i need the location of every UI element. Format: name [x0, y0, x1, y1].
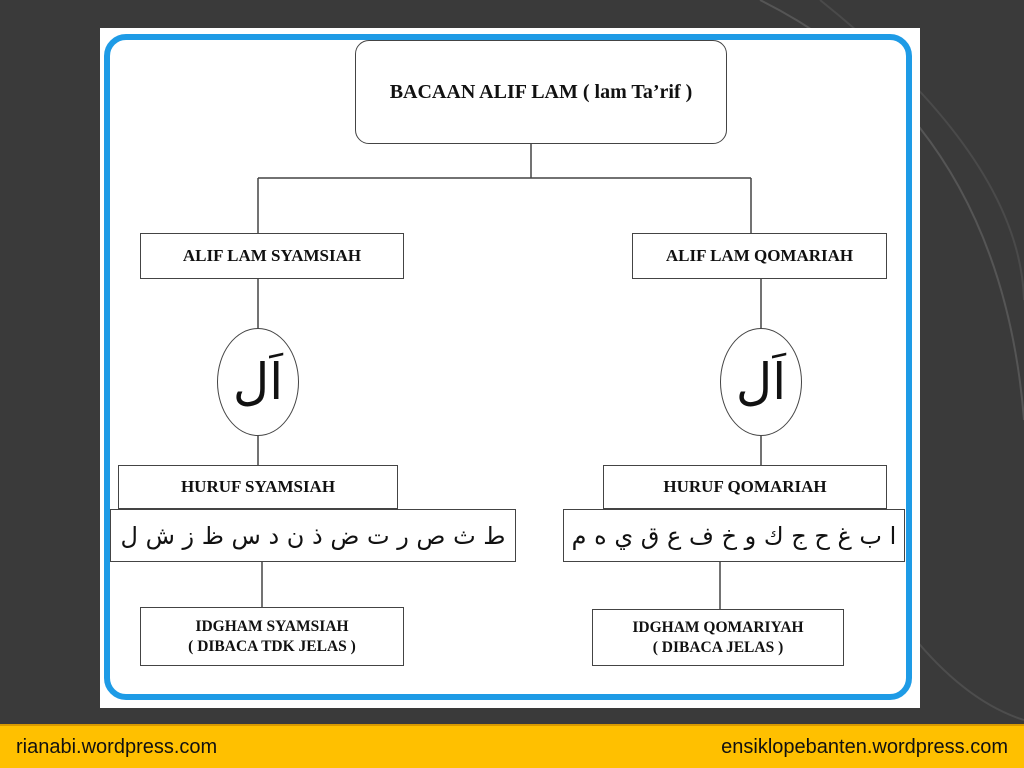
category-qomariah-label: ALIF LAM QOMARIAH: [665, 246, 854, 265]
idgham-syamsiah-line2: ( DIBACA TDK JELAS ): [188, 637, 356, 655]
idgham-qomariyah-box: [592, 609, 844, 666]
idgham-qomariyah-line2: ( DIBACA JELAS ): [652, 638, 784, 656]
category-syamsiah-label: ALIF LAM SYAMSIAH: [182, 246, 362, 265]
alif-lam-symbol-right-text: اَل: [735, 353, 787, 411]
footer-left-link[interactable]: rianabi.wordpress.com: [16, 735, 218, 758]
huruf-qomariah-letters-box: [563, 509, 905, 562]
huruf-syamsiah-letters: ط ث ص ر ت ض ذ ن د س ظ ز ش ل: [120, 521, 506, 550]
root-label: BACAAN ALIF LAM ( lam Ta’rif ): [389, 80, 693, 103]
huruf-syamsiah-letters-box: [110, 509, 516, 562]
alif-lam-symbol-right: [720, 328, 802, 436]
alif-lam-symbol-left-text: اَل: [232, 353, 284, 411]
alif-lam-symbol-left: [217, 328, 299, 436]
footer-right-link[interactable]: ensiklopebanten.wordpress.com: [721, 735, 1008, 758]
huruf-qomariah-letters: ا ب غ ح ج ك و خ ف ع ق ي ه م: [571, 521, 897, 550]
category-syamsiah-box: [140, 233, 404, 279]
idgham-syamsiah-box: [140, 607, 404, 666]
idgham-syamsiah-line1: IDGHAM SYAMSIAH: [195, 618, 349, 636]
category-qomariah-box: [632, 233, 887, 279]
huruf-qomariah-title-box: [603, 465, 887, 509]
huruf-qomariah-title: HURUF QOMARIAH: [663, 477, 827, 496]
footer-bar: [0, 724, 1024, 768]
idgham-qomariyah-line1: IDGHAM QOMARIYAH: [632, 619, 804, 637]
huruf-syamsiah-title-box: [118, 465, 398, 509]
root-node: [355, 40, 727, 144]
huruf-syamsiah-title: HURUF SYAMSIAH: [180, 477, 336, 496]
